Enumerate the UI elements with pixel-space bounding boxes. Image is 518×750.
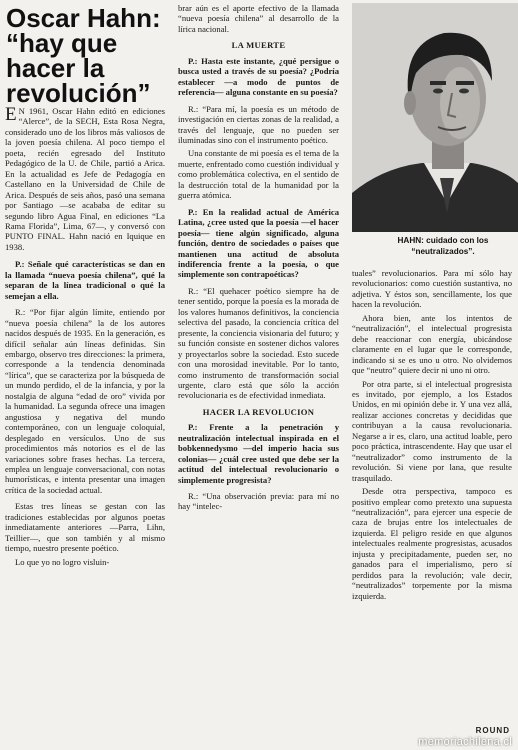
drop-cap: E: [5, 104, 17, 125]
answer-2-continued: Una constante de mi poesía es el tema de la muerte, enfrentado como cuestión individual y como problemática colectiva, en el sentido de la destrucción total de la humanidad por la guerra atómica.: [178, 148, 339, 201]
answer-1: R.: “Por fijar algún límite, entiendo por “nueva poesía chilena” la de los autores nacidos después de 1935. En la generación, es difícil señalar aún líneas definidas. Sin embargo, observo tres direcciones: la primera, corresponde a la tendencia denominada “lírica”, que se caracteriza por la búsqueda de un mundo perdido, el de la infancia, y por la nostalgia de alguna “edad de oro” vivida por la humanidad. La segunda ofrece una imagen angustiosa y negativa del mundo contemporáneo, con un lenguaje coloquial, desplegado en versículos. Uno de sus procedimientos más notorios es el de las variaciones sobre frases hechas. La tercera, emplea un lenguaje conversacional, con notas humorísticas, e intenta presentar una imagen crítica de la sociedad actual.: [5, 307, 165, 495]
photo-caption: HAHN: cuidado con los “neutralizados”.: [397, 236, 489, 256]
column-3-paragraph-3: Por otra parte, si el intelectual progresista es invitado, por ejemplo, a los Estados Unidos, en mi opinión debe ir. Y una vez allá, realizar acciones concretas y decididas que contribuyan a la causa revolucionaria. Negarse a ir es, claro, una actitud loable, pero poco práctica, intrascendente. Hay que usar el “neutralizador” como instrumento de la revolución. Si viene por lana, que resulte trasquilado.: [352, 378, 512, 483]
question-1: P.: Señale qué características se dan en la llamada “nueva poesía chilena”, qué la separan de la línea tradicional o qué la semejan a ella.: [5, 259, 165, 301]
section-heading-hacer-la-revolucion: HACER LA REVOLUCION: [202, 406, 315, 417]
answer-4: R.: “Una observación previa: para mí no hay “intelec-: [178, 491, 339, 512]
question-4: P.: Frente a la penetración y neutralización intelectual inspirada en el bobkennedysmo —del imperio hacia sus colonias— ¿cuál cree usted que debe ser la actitud del intelectual revolucionario o simplemente progresista?: [178, 422, 339, 485]
intro-paragraph: E N 1961, Oscar Hahn editó en ediciones “Alerce”, de la SECH, Esta Rosa Negra, considerado uno de los libros más valiosos de la joven poesía chilena. Al poco tiempo el poeta, recién egresado del Instituto Pedagógico de la U. de Chile, partió a Arica. En la actualidad es Jefe de Pedagogía en Castellano en la Universidad de Chile de Arica. Después de seis años, pasó una semana por Santiago —se acababa de editar su segundo libro Agua Final, en ediciones “La Rama Florida”, Lima, 67—, y conversó con PUNTO FINAL. Hahn nació en Iquique en 1938.: [5, 104, 165, 252]
question-2: P.: Hasta este instante, ¿qué persigue o busca usted a través de su poesía? ¿Podría establecer —a modo de puntos de referencia— alguna constante en su poesía?: [178, 55, 339, 98]
column-2-continuation: brar aún es el aporte efectivo de la llamada “nueva poesía chilena” al desarrollo de la lírica nacional.: [178, 3, 339, 34]
question-3: P.: En la realidad actual de América Latina, ¿cree usted que la poesía —el hacer poesía— tiene algún significado, alguna función, dentro de sociedades o países que mantienen una actitud de absoluta indiferencia frente a la poesía, o que simplemente son contrapoéticas?: [178, 206, 339, 280]
portrait-illustration: [352, 3, 518, 232]
column-3: [352, 268, 512, 601]
section-heading-la-muerte: LA MUERTE: [231, 40, 286, 51]
article-headline: [6, 3, 176, 108]
column-3-paragraph-4: Desde otra perspectiva, tampoco es positivo emplear como pretexto una supuesta “neutralización”, para ejercer una especie de caza de brujas entre los intelectuales de izquierda. El peligro reside en que algunos intelectuales realmente progresistas, acusados injusta y precipitadamente, pueden ser, no ganados para el imperialismo, pero sí perdidos para la revolución; vale decir, “neutralizados” torpemente por la misma izquierda.: [352, 486, 512, 601]
column-3-continuation: tuales” revolucionarios. Para mí sólo hay revolucionarios: como cuestión sustantiva, no adjetiva. Y éstos son, sencillamente, los que hacen la revolución.: [352, 268, 512, 310]
headline-line-1: Oscar Hahn:: [6, 3, 161, 33]
column-1: [5, 106, 165, 567]
author-signature: ROUND: [475, 726, 510, 735]
column-3-paragraph-2: Ahora bien, ante los intentos de “neutralización”, el intelectual progresista debe reaccionar con energía, ubicándose claramente en el lugar que le corresponde, indicando si se es uno u otro. No olvidemos que “neutro” quiere decir ni uno ni otro.: [352, 312, 512, 376]
answer-1-continued: Estas tres líneas se gestan con las tradiciones establecidas por algunos poetas inmediatamente anteriores —Parra, Lihn, Teillier—, que son también y al mismo tiempo, nuestro presente poético.: [5, 501, 165, 554]
headline-line-3: hacer la: [6, 53, 105, 83]
answer-1-ending: Lo que yo no logro visluin-: [15, 556, 110, 567]
headline-line-4: revolución”: [6, 78, 151, 108]
answer-3: R.: “El quehacer poético siempre ha de tener sentido, porque la poesía es la morada de los valores humanos definitivos, la conciencia selectiva del pasado, la conciencia crítica del presente, la conciencia visionaria del futuro; y su función consiste en sostener dichos valores y proyectarlos sobre la sociedad. Esto sucede con una morosidad inevitable. Por lo tanto, como instrumento de transformación social urgente, claro está que sólo la acción revolucionaria es de efectividad inmediata.: [178, 285, 339, 401]
column-2: [178, 3, 339, 512]
author-portrait-photo: [352, 3, 518, 232]
headline-line-2: “hay que: [6, 28, 118, 58]
answer-2: R.: “Para mí, la poesía es un método de investigación en ciertas zonas de la realidad, a través del lenguaje, que no pueden ser iluminadas sino con el instrumento poético.: [178, 103, 339, 145]
source-watermark: memoriachilena.cl: [418, 736, 512, 748]
